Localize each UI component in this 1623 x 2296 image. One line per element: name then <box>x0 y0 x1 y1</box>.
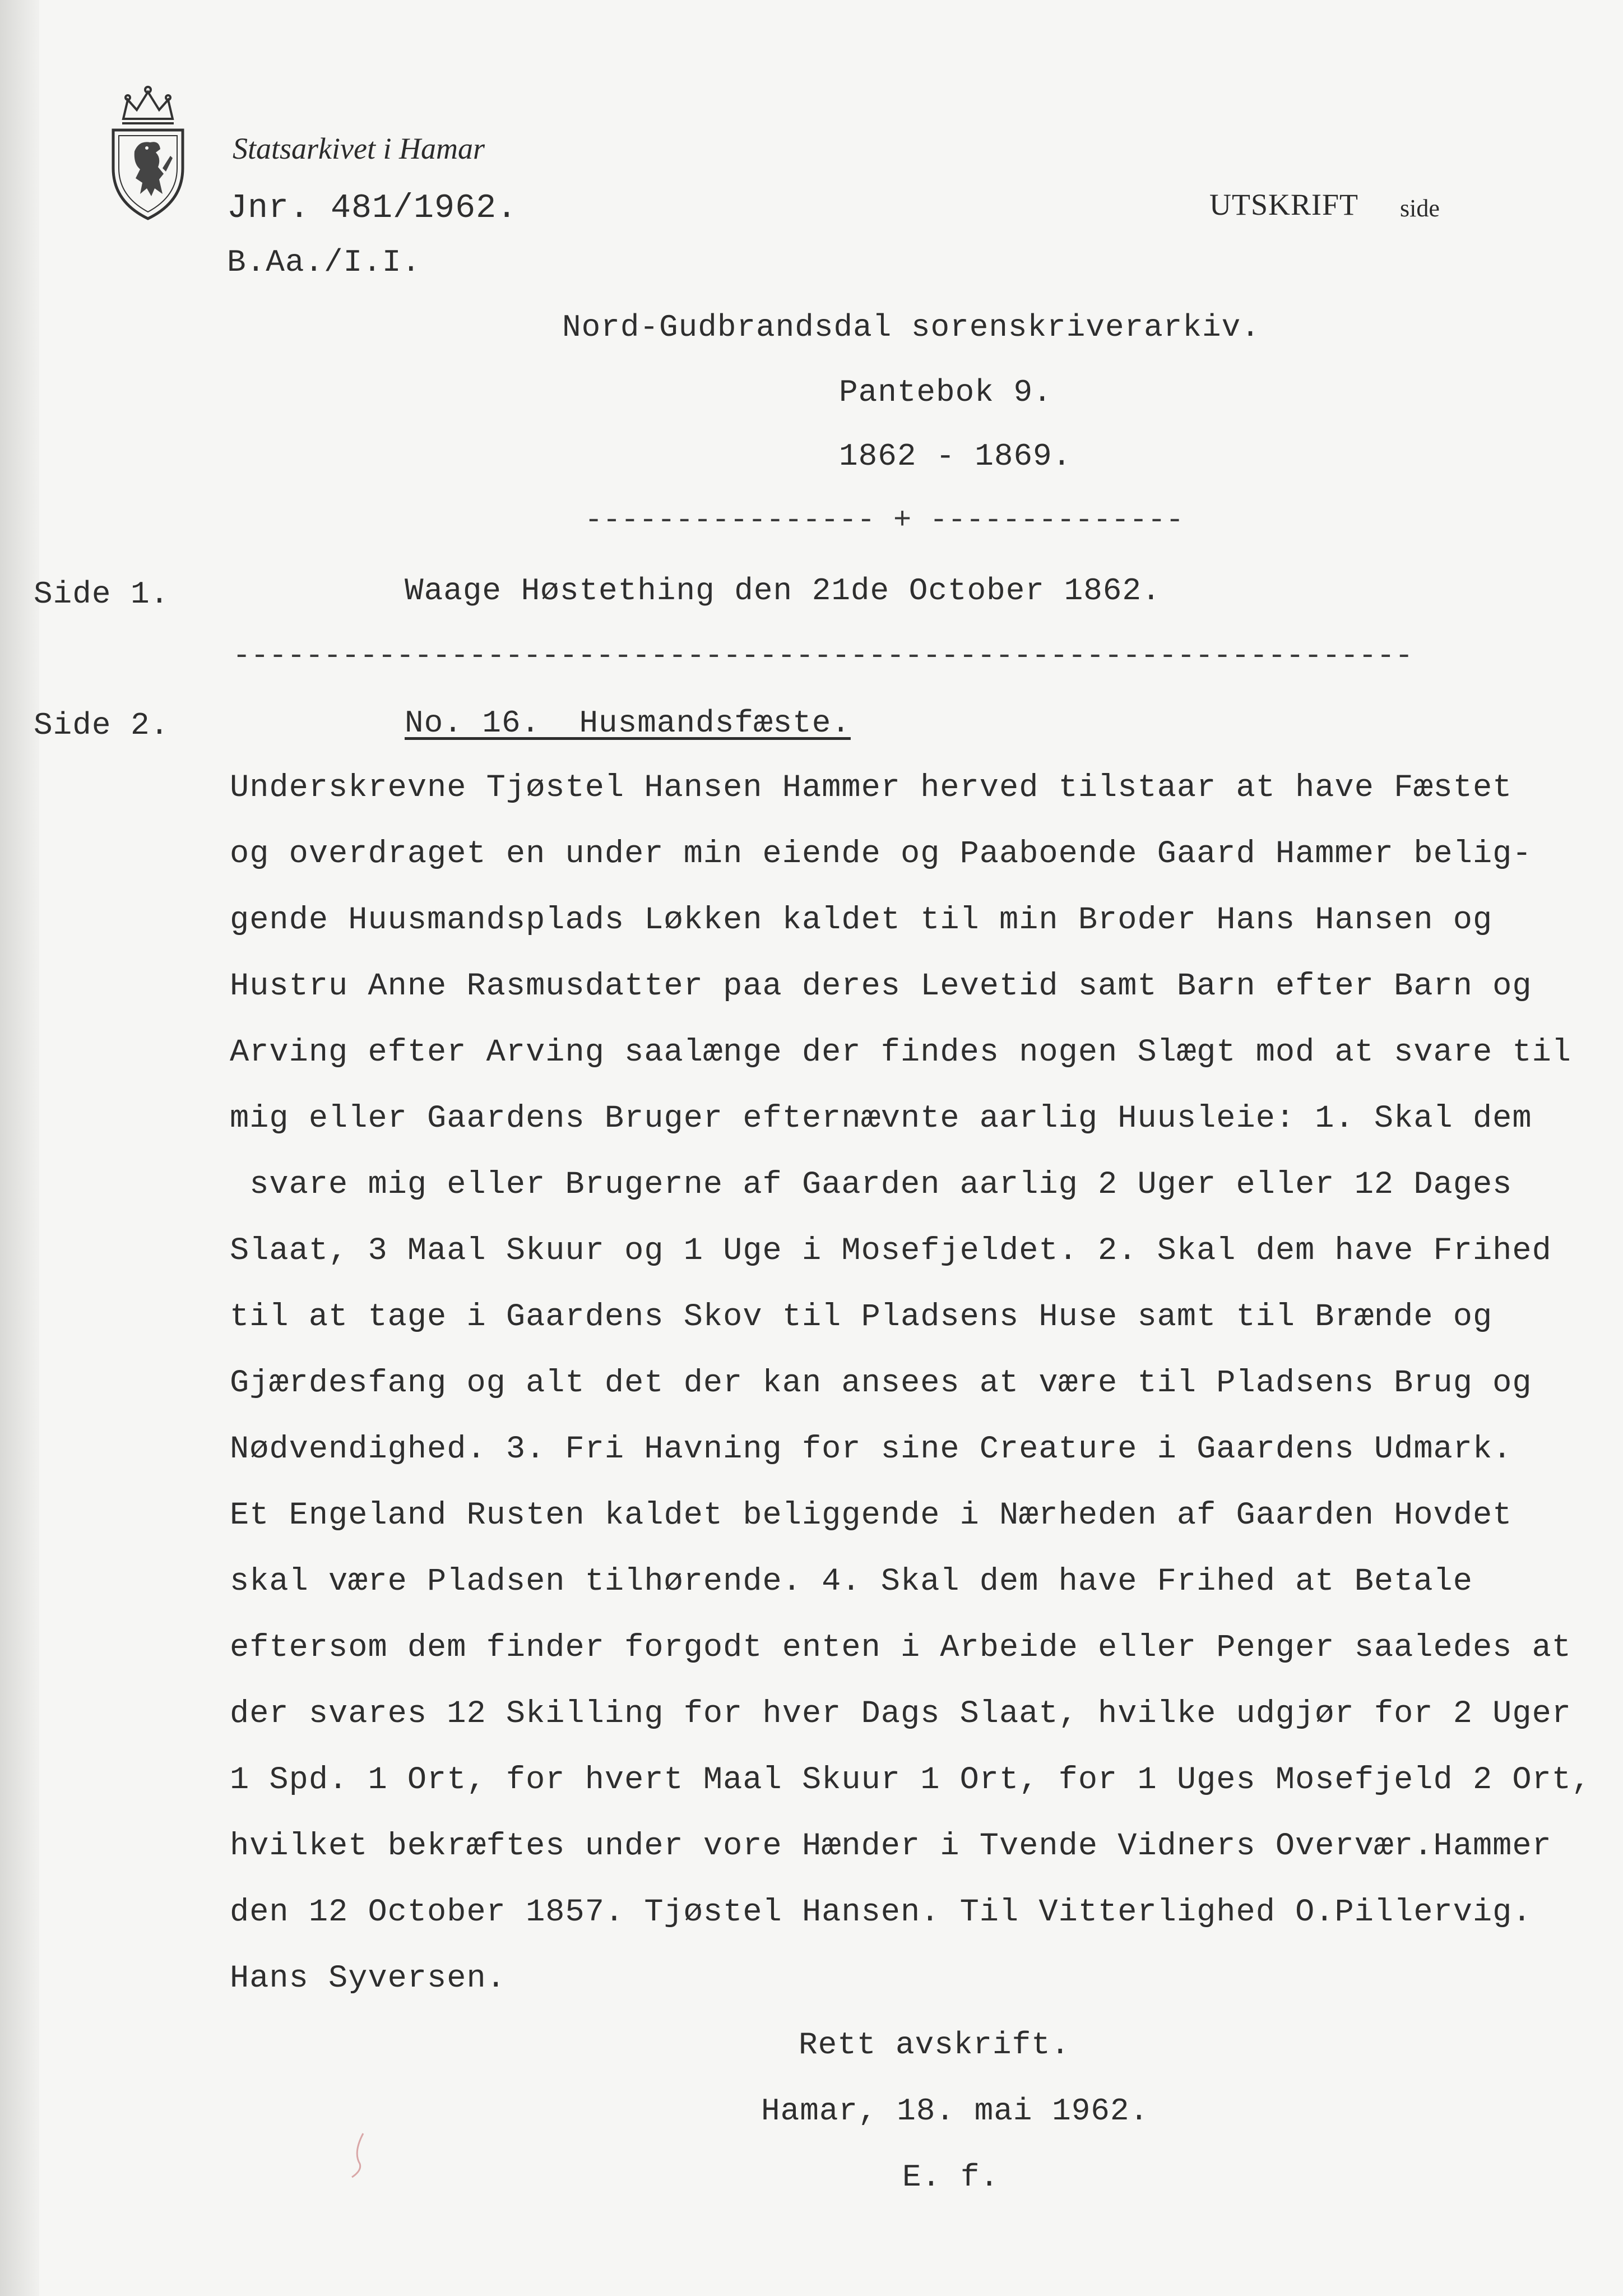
body-line: Underskrevne Tjøstel Hansen Hammer herved tilstaar at have Fæstet <box>230 770 1513 806</box>
body-line: Gjærdesfang og alt det der kan ansees at være til Pladsens Brug og <box>230 1365 1532 1401</box>
body-line: Nødvendighed. 3. Fri Havning for sine Creature i Gaardens Udmark. <box>230 1432 1513 1468</box>
rule-line: ----------------------------------------------------------------- <box>233 639 1413 673</box>
norwegian-coat-of-arms-icon <box>108 84 188 224</box>
archive-title: Nord-Gudbrandsdal sorenskriverarkiv. <box>562 309 1260 345</box>
body-line: svare mig eller Brugerne af Gaarden aarlig 2 Uger eller 12 Dages <box>230 1167 1513 1203</box>
page-edge-shadow <box>0 0 39 2296</box>
pencil-mark <box>347 2130 370 2181</box>
stamp-side: side <box>1400 195 1440 222</box>
body-line: Slaat, 3 Maal Skuur og 1 Uge i Mosefjeldet. 2. Skal dem have Frihed <box>230 1233 1552 1269</box>
body-line: skal være Pladsen tilhørende. 4. Skal dem have Frihed at Betale <box>230 1564 1473 1600</box>
signature-initials: E. f. <box>902 2159 1000 2195</box>
margin-label-side-2: Side 2. <box>34 707 170 743</box>
body-line: Arving efter Arving saalænge der findes nogen Slægt mod at svare til <box>230 1035 1571 1071</box>
stamp-utskrift: UTSKRIFT <box>1209 188 1359 221</box>
body-line: 1 Spd. 1 Ort, for hvert Maal Skuur 1 Ort, for 1 Uges Mosefjeld 2 Ort, <box>230 1762 1592 1798</box>
body-line: mig eller Gaardens Bruger efternævnte aarlig Huusleie: 1. Skal dem <box>230 1101 1532 1137</box>
entry-title: No. 16. Husmandsfæste. <box>405 705 851 741</box>
journal-number: Jnr. 481/1962. <box>227 189 518 228</box>
body-line: hvilket bekræftes under vore Hænder i Tvende Vidners Overvær.Hammer <box>230 1829 1552 1864</box>
body-line: og overdraget en under min eiende og Paaboende Gaard Hammer belig- <box>230 836 1532 872</box>
body-line: der svares 12 Skilling for hver Dags Slaat, hvilke udgjør for 2 Uger <box>230 1696 1571 1732</box>
body-line: Et Engeland Rusten kaldet beliggende i Nærheden af Gaarden Hovdet <box>230 1498 1513 1534</box>
body-line: gende Huusmandsplads Løkken kaldet til min Broder Hans Hansen og <box>230 902 1493 938</box>
body-line: Hans Syversen. <box>230 1961 506 1997</box>
place-and-date: Hamar, 18. mai 1962. <box>761 2093 1149 2129</box>
reference-code: B.Aa./I.I. <box>227 244 421 280</box>
book-title: Pantebok 9. <box>839 374 1052 410</box>
heading-separator: ---------------- + -------------- <box>585 503 1184 538</box>
court-session-line: Waage Høstething den 21de October 1862. <box>405 573 1161 609</box>
body-line: til at tage i Gaardens Skov til Pladsens Huse samt til Brænde og <box>230 1299 1493 1335</box>
margin-label-side-1: Side 1. <box>34 576 170 612</box>
attestation: Rett avskrift. <box>799 2027 1070 2063</box>
body-line: eftersom dem finder forgodt enten i Arbeide eller Penger saaledes at <box>230 1630 1571 1666</box>
year-range: 1862 - 1869. <box>839 438 1072 474</box>
institution-name: Statsarkivet i Hamar <box>233 132 485 165</box>
body-line: den 12 October 1857. Tjøstel Hansen. Til Vitterlighed O.Pillervig. <box>230 1895 1532 1931</box>
body-line: Hustru Anne Rasmusdatter paa deres Levetid samt Barn efter Barn og <box>230 969 1532 1004</box>
